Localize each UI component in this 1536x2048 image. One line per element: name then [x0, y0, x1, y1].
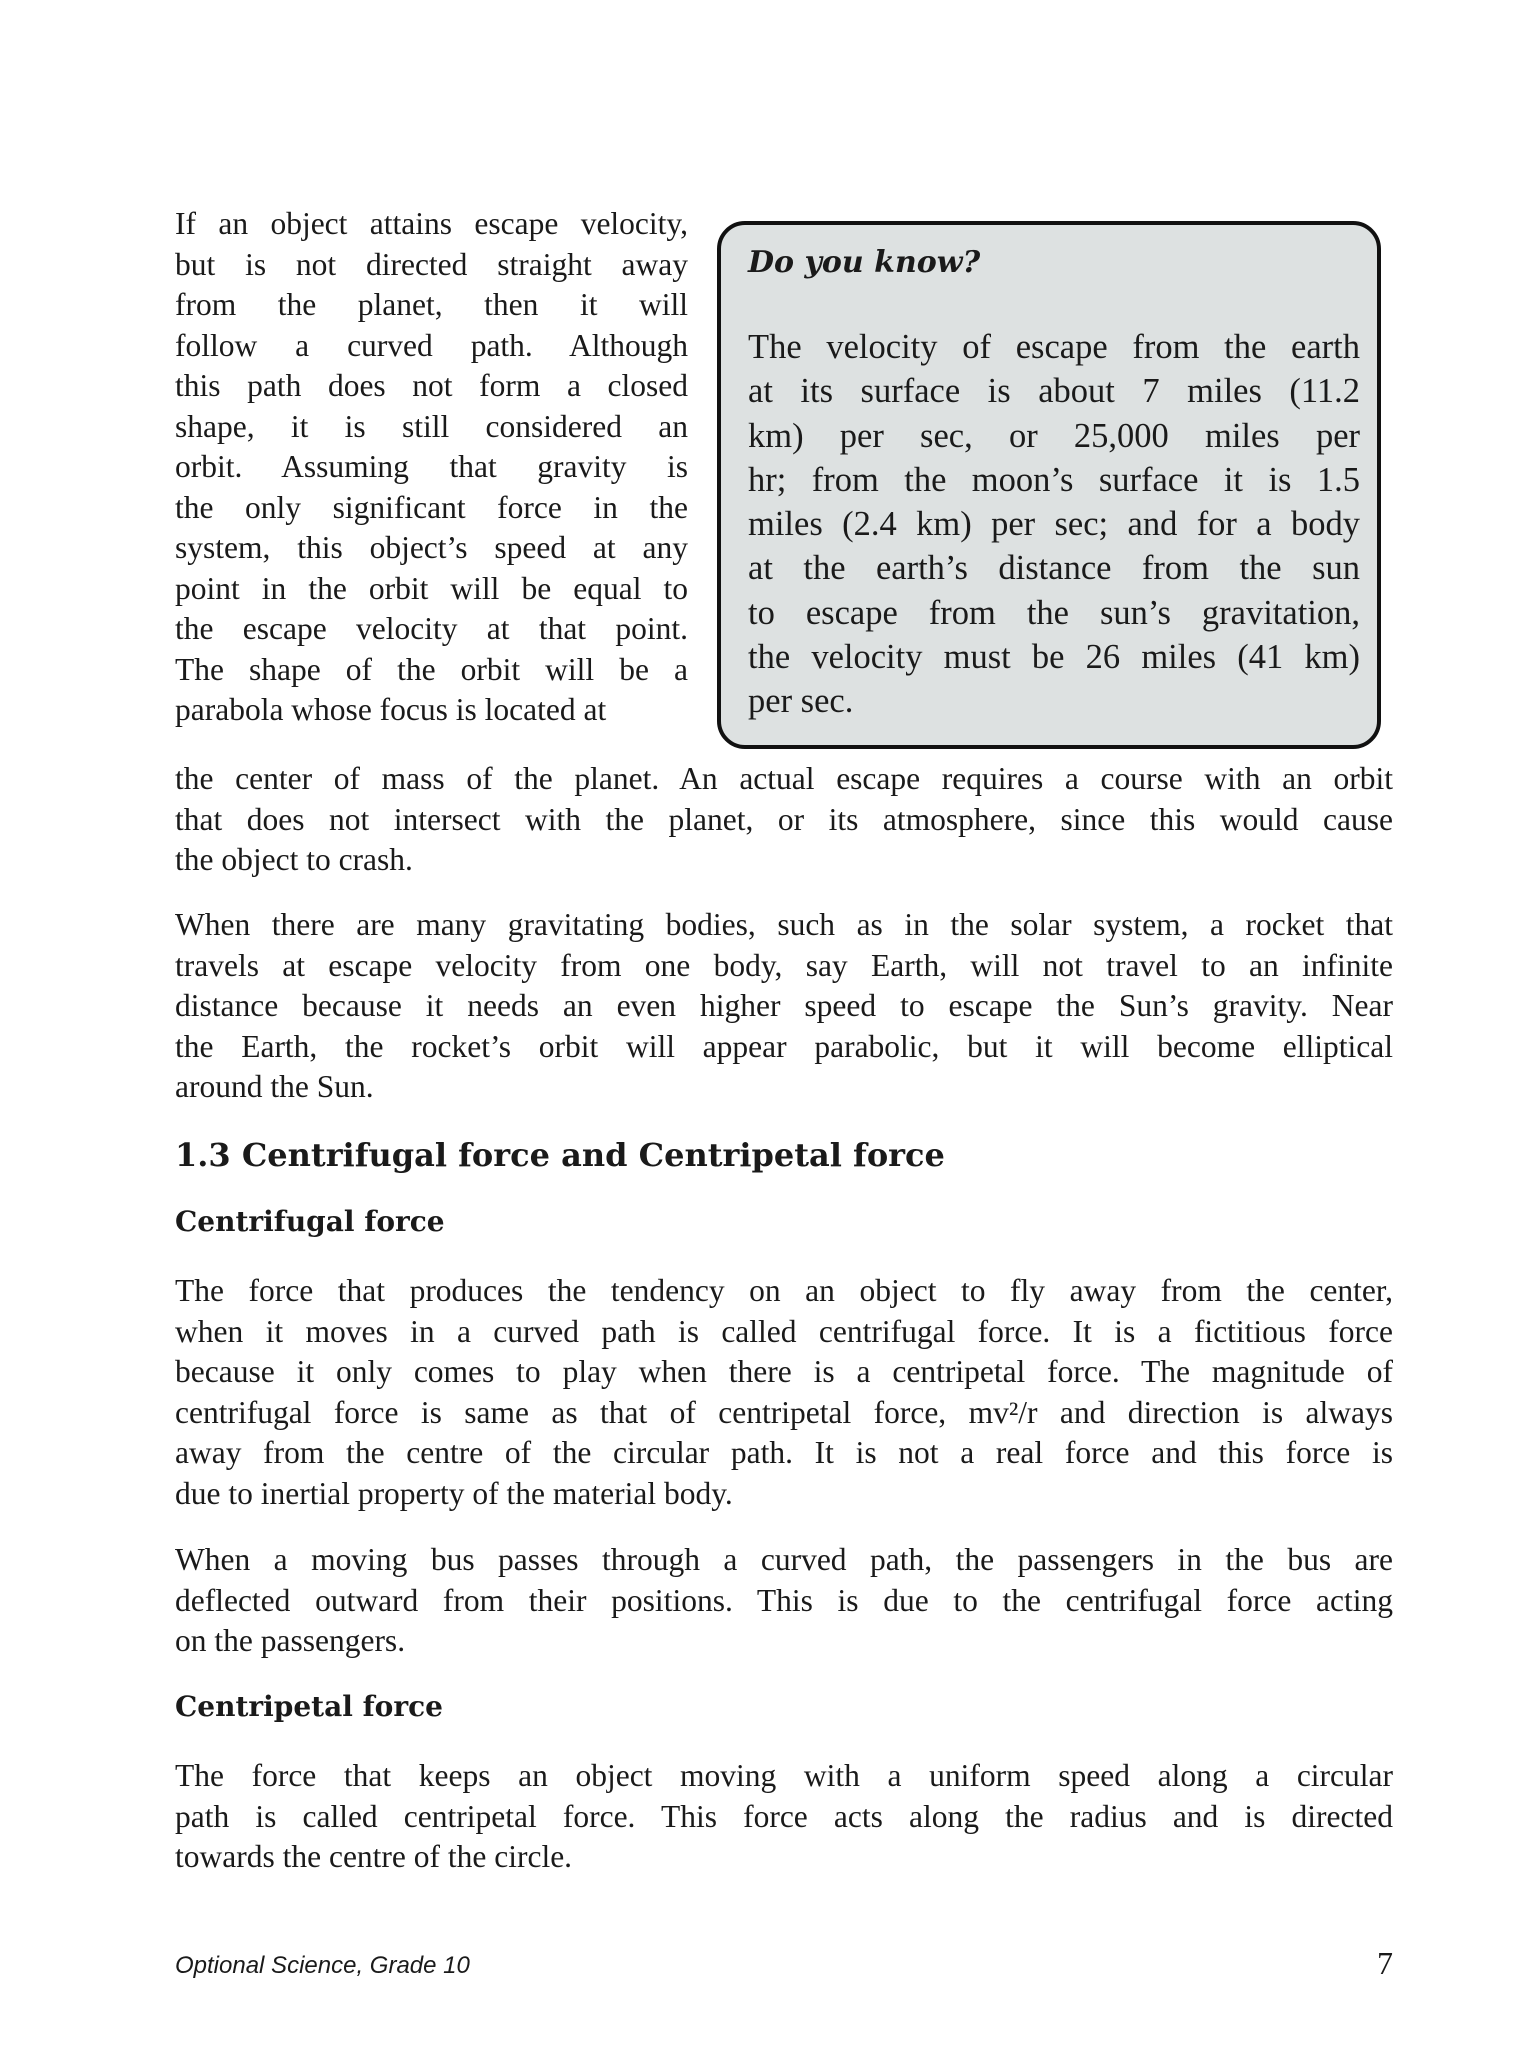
centrifugal-paragraph	[175, 1271, 1393, 1514]
text-line: when it moves in a curved path is called centrifugal force. It is a fictitious force	[175, 1313, 1393, 1349]
text-line: that does not intersect with the planet, or its atmosphere, since this would cause	[175, 801, 1393, 837]
text-line: this path does not form a closed	[175, 368, 688, 403]
intro-paragraph-continued	[175, 759, 1393, 881]
text-line: the velocity must be 26 miles (41 km)	[748, 638, 1360, 677]
text-line: follow a curved path. Although	[175, 327, 688, 363]
bus-example-paragraph	[175, 1540, 1393, 1662]
text-line: parabola whose focus is located at	[175, 692, 607, 727]
text-line: travels at escape velocity from one body, say Earth, will not travel to an infinite	[175, 947, 1393, 983]
intro-paragraph	[175, 204, 688, 731]
text-line: If an object attains escape velocity,	[175, 206, 688, 241]
text-line: orbit. Assuming that gravity is	[175, 449, 688, 484]
text-line: due to inertial property of the material body.	[175, 1475, 733, 1511]
text-line: away from the centre of the circular path. It is not a real force and this force is	[175, 1435, 1393, 1470]
text-line: The shape of the orbit will be a	[175, 651, 688, 687]
do-you-know-callout	[717, 221, 1381, 749]
text-line: the object to crash.	[175, 842, 413, 877]
text-line: the escape velocity at that point.	[175, 611, 688, 646]
centripetal-paragraph	[175, 1756, 1393, 1878]
text-line: point in the orbit will be equal to	[175, 570, 688, 606]
solar-system-paragraph	[175, 905, 1393, 1108]
text-line: distance because it needs an even higher speed to escape the Sun’s gravity. Near	[175, 988, 1393, 1023]
text-line: the Earth, the rocket’s orbit will appear parabolic, but it will become elliptical	[175, 1028, 1393, 1064]
text-line: around the Sun.	[175, 1069, 374, 1104]
text-line: When there are many gravitating bodies, such as in the solar system, a rocket that	[175, 907, 1393, 942]
text-line: path is called centripetal force. This force acts along the radius and is directed	[175, 1798, 1393, 1834]
text-line: towards the centre of the circle.	[175, 1839, 573, 1874]
section-heading: 1.3 Centrifugal force and Centripetal force	[175, 1136, 945, 1174]
text-line: per sec.	[748, 682, 854, 721]
text-line: from the planet, then it will	[175, 287, 688, 322]
text-line: at its surface is about 7 miles (11.2	[748, 372, 1360, 411]
text-line: because it only comes to play when there is a centripetal force. The magnitude of	[175, 1354, 1393, 1389]
text-line: km) per sec, or 25,000 miles per	[748, 416, 1360, 455]
text-line: at the earth’s distance from the sun	[748, 549, 1360, 588]
text-line: but is not directed straight away	[175, 246, 688, 282]
centripetal-heading: Centripetal force	[175, 1690, 443, 1723]
text-line: the only significant force in the	[175, 489, 688, 525]
text-line: system, this object’s speed at any	[175, 530, 688, 565]
text-line: the center of mass of the planet. An actual escape requires a course with an orbit	[175, 761, 1393, 796]
text-line: miles (2.4 km) per sec; and for a body	[748, 505, 1360, 544]
footer-book-title: Optional Science, Grade 10	[175, 1952, 470, 1979]
text-line: The velocity of escape from the earth	[748, 328, 1360, 366]
text-line: centrifugal force is same as that of centripetal force, mv²/r and direction is always	[175, 1394, 1393, 1430]
text-line: hr; from the moon’s surface it is 1.5	[748, 460, 1360, 499]
callout-title: Do you know?	[748, 245, 981, 280]
text-line: The force that produces the tendency on an object to fly away from the center,	[175, 1273, 1393, 1308]
centrifugal-heading: Centrifugal force	[175, 1205, 445, 1238]
text-line: deflected outward from their positions. This is due to the centrifugal force acting	[175, 1582, 1393, 1618]
text-line: on the passengers.	[175, 1623, 406, 1658]
text-line: to escape from the sun’s gravitation,	[748, 593, 1360, 632]
text-line: shape, it is still considered an	[175, 408, 688, 444]
page-number: 7	[1377, 1945, 1393, 1981]
callout-body	[748, 325, 1360, 724]
text-line: The force that keeps an object moving with a uniform speed along a circular	[175, 1758, 1393, 1793]
text-line: When a moving bus passes through a curved path, the passengers in the bus are	[175, 1542, 1393, 1577]
